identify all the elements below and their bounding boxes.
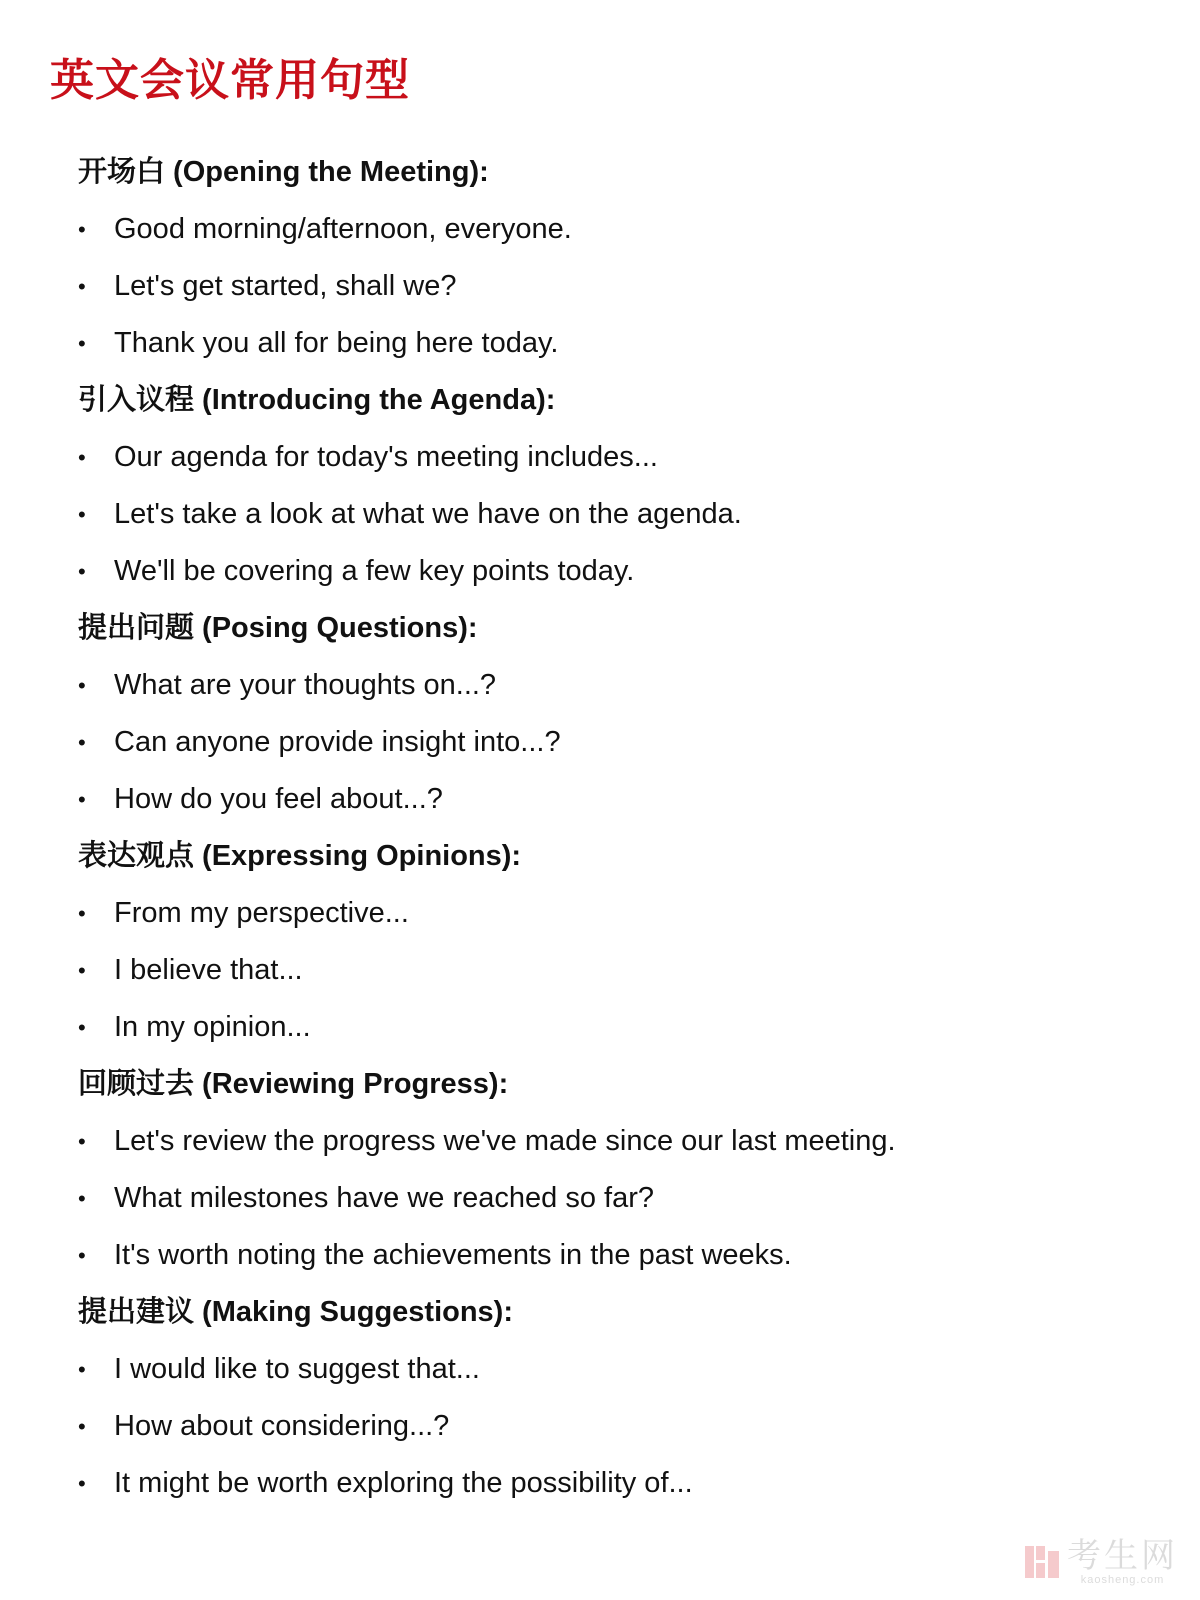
bullet-icon: • (78, 1414, 86, 1439)
item-text: Thank you all for being here today. (114, 327, 559, 359)
watermark-logo-icon (1023, 1543, 1061, 1581)
list-item (78, 657, 1158, 714)
watermark-brand-en: kaosheng.com (1080, 1574, 1165, 1586)
watermark-brand-cn: 考生网 (1067, 1537, 1178, 1575)
list-item (78, 201, 1158, 258)
bullet-icon: • (78, 730, 86, 755)
bullet-icon: • (78, 502, 86, 527)
item-text: From my perspective... (114, 897, 409, 929)
bullet-icon: • (78, 901, 86, 926)
list-item (78, 771, 1158, 828)
section-heading-questions: 提出问题 (Posing Questions): (78, 612, 478, 644)
item-text: I believe that... (114, 954, 303, 986)
page-title: 英文会议常用句型 (50, 56, 410, 105)
section-heading-suggestions: 提出建议 (Making Suggestions): (78, 1296, 514, 1328)
section-heading-opinions: 表达观点 (Expressing Opinions): (78, 840, 522, 872)
list-item (78, 258, 1158, 315)
item-text: Can anyone provide insight into...? (114, 726, 561, 758)
bullet-icon: • (78, 958, 86, 983)
bullet-icon: • (78, 1357, 86, 1382)
list-item (78, 999, 1158, 1056)
phrase-list (78, 144, 1158, 1512)
list-item (78, 429, 1158, 486)
watermark (1023, 1538, 1178, 1586)
bullet-icon: • (78, 1243, 86, 1268)
list-item (78, 1341, 1158, 1398)
item-text: Let's take a look at what we have on the agenda. (114, 498, 742, 530)
bullet-icon: • (78, 1015, 86, 1040)
section-heading-agenda: 引入议程 (Introducing the Agenda): (78, 384, 556, 416)
item-text: It's worth noting the achievements in the past weeks. (114, 1239, 792, 1271)
bullet-icon: • (78, 274, 86, 299)
item-text: It might be worth exploring the possibility of... (114, 1467, 693, 1499)
item-text: Let's get started, shall we? (114, 270, 457, 302)
item-text: What are your thoughts on...? (114, 669, 497, 701)
bullet-icon: • (78, 217, 86, 242)
list-item (78, 942, 1158, 999)
bullet-icon: • (78, 559, 86, 584)
item-text: We'll be covering a few key points today. (114, 555, 635, 587)
bullet-icon: • (78, 1471, 86, 1496)
list-item (78, 1227, 1158, 1284)
list-item (78, 486, 1158, 543)
item-text: In my opinion... (114, 1011, 311, 1043)
bullet-icon: • (78, 1186, 86, 1211)
bullet-icon: • (78, 445, 86, 470)
bullet-icon: • (78, 1129, 86, 1154)
list-item (78, 1398, 1158, 1455)
list-item (78, 1170, 1158, 1227)
list-item (78, 315, 1158, 372)
list-item (78, 1455, 1158, 1512)
item-text: How about considering...? (114, 1410, 450, 1442)
list-item (78, 885, 1158, 942)
section-heading-progress: 回顾过去 (Reviewing Progress): (78, 1068, 509, 1100)
item-text: Let's review the progress we've made since our last meeting. (114, 1125, 896, 1157)
item-text: Good morning/afternoon, everyone. (114, 213, 572, 245)
list-item (78, 714, 1158, 771)
item-text: What milestones have we reached so far? (114, 1182, 654, 1214)
section-heading-opening: 开场白 (Opening the Meeting): (78, 156, 489, 188)
item-text: How do you feel about...? (114, 783, 443, 815)
list-item (78, 1113, 1158, 1170)
watermark-text (1067, 1538, 1178, 1586)
item-text: Our agenda for today's meeting includes... (114, 441, 658, 473)
list-item (78, 543, 1158, 600)
bullet-icon: • (78, 787, 86, 812)
item-text: I would like to suggest that... (114, 1353, 480, 1385)
bullet-icon: • (78, 673, 86, 698)
bullet-icon: • (78, 331, 86, 356)
